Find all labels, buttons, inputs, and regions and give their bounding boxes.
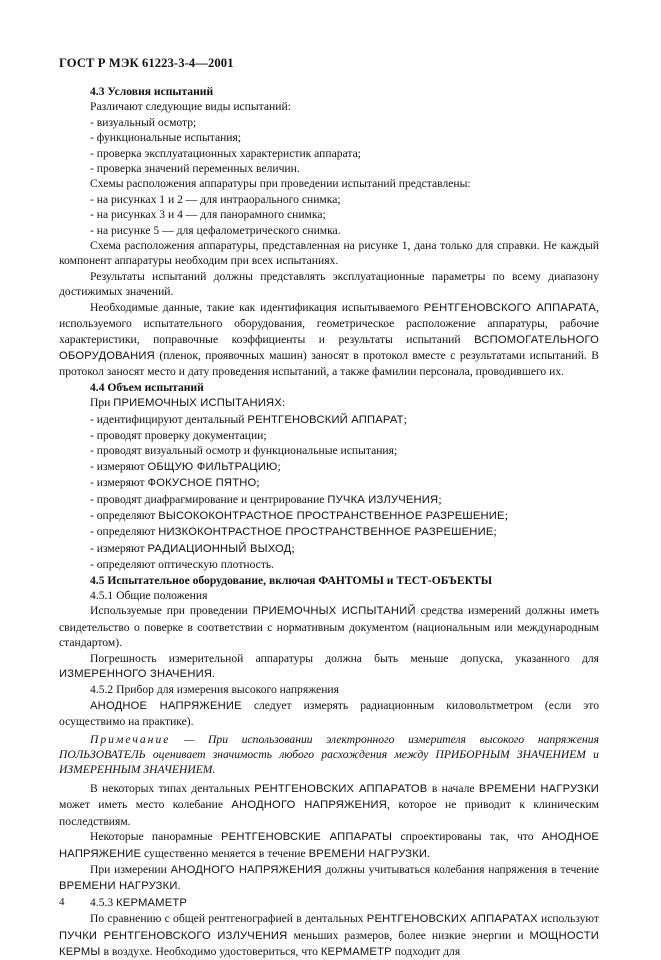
text: Необходимые данные, такие как идентификация испытываемого — [90, 300, 419, 314]
text: ; — [256, 476, 260, 490]
text: спроектированы так, что — [400, 830, 534, 844]
list-item — [59, 428, 599, 443]
term: ВРЕМЕНИ НАГРУЗКИ — [478, 782, 599, 795]
text: В некоторых типах дентальных — [90, 781, 250, 795]
text: - измеряют — [90, 459, 145, 473]
text: Погрешность измерительной аппаратуры должна быть меньше допуска, указанного для — [90, 651, 599, 665]
list-item: - проверка эксплуатационных характеристик аппарата; — [90, 146, 361, 160]
schemes-intro: Схемы расположения аппаратуры при проведении испытаний представлены: — [90, 177, 471, 191]
term: РЕНТГЕНОВСКИЙ АППАРАТ — [247, 413, 404, 426]
paragraph — [59, 300, 599, 380]
document-header: ГОСТ Р МЭК 61223-3-4—2001 — [59, 56, 234, 70]
text: ; — [493, 525, 497, 539]
text: ; — [291, 541, 295, 555]
text: . — [212, 763, 216, 777]
text: . — [212, 667, 216, 681]
paragraph: Схема расположения аппаратуры, представленная на рисунке 1, дана только для справки. Не каждый компонент аппаратуры необходим при всех испытаниях. — [59, 239, 599, 268]
text: 4.5.3 — [90, 895, 114, 909]
text: Используемые при проведении — [90, 604, 248, 618]
list-item: - визуальный осмотр; — [90, 115, 197, 129]
section-4-5-heading: 4.5 Испытательное оборудование, включая ФАНТОМЫ и ТЕСТ-ОБЪЕКТЫ — [90, 573, 493, 587]
text: должны учитываться колебания напряжения в течение — [325, 862, 600, 876]
text: оценивает значимость любого расхождения между — [152, 748, 429, 762]
page-body — [59, 84, 599, 960]
note-label: Примечание — [90, 732, 171, 746]
list-item: - проверка значений переменных величин. — [90, 162, 300, 176]
text: ; — [277, 459, 281, 473]
term: ПРИЕМОЧНЫХ ИСПЫТАНИЯХ — [113, 397, 282, 410]
text: в воздухе. Необходимо удостовериться, что — [103, 944, 318, 958]
text: используют — [541, 912, 599, 926]
text: - проводят диафрагмирование и центрирование — [90, 492, 325, 506]
paragraph — [59, 862, 599, 895]
list-item — [59, 524, 599, 540]
term: НИЗКОКОНТРАСТНОЕ ПРОСТРАНСТВЕННОЕ РАЗРЕШЕНИЕ — [158, 526, 494, 539]
paragraph — [59, 781, 599, 829]
list-item: - на рисунках 3 и 4 — для панорамного снимка; — [90, 208, 326, 222]
list-item — [59, 508, 599, 524]
term: РЕНТГЕНОВСКИХ АППАРАТОВ — [254, 782, 428, 795]
list-item — [59, 443, 599, 458]
text: (пленок, проявочных машин) заносят в протокол вместе с результатами испытаний. В протокол заносят место и дату проведения испытаний, а также фамилии персонала, проводившего их. — [59, 348, 599, 379]
paragraph — [59, 829, 599, 862]
page-number: 4 — [59, 896, 65, 908]
text: . — [427, 846, 431, 860]
term: ВРЕМЕНИ НАГРУЗКИ — [308, 847, 428, 860]
list-item: - на рисунке 5 — для цефалометрического снимка. — [90, 223, 341, 237]
text: ; — [438, 492, 442, 506]
list-item: - функциональные испытания; — [90, 131, 242, 145]
term: ВРЕМЕНИ НАГРУЗКИ — [59, 880, 178, 893]
term: МОЩНОСТИ КЕРМЫ — [59, 929, 599, 958]
text: следует измерять радиационным киловольтметром (если это осуществимо на практике). — [59, 698, 599, 729]
list-item — [59, 492, 599, 508]
term: ПРИБОРНЫМ ЗНАЧЕНИЕМ — [435, 748, 586, 762]
text: - определяют — [90, 508, 156, 522]
text: При — [90, 396, 111, 410]
section-4-5-1-heading: 4.5.1 Общие положения — [90, 589, 208, 602]
text: ; — [504, 508, 508, 522]
text: — При использовании электронного измерителя высокого напряжения — [184, 732, 599, 746]
text: : — [281, 396, 286, 410]
term: ФОКУСНОЕ ПЯТНО — [147, 477, 257, 490]
section-4-5-2-heading: 4.5.2 Прибор для измерения высокого напряжения — [90, 683, 339, 697]
paragraph: Результаты испытаний должны представлять эксплуатационные параметры по всему диапазону достижимых значений. — [59, 269, 599, 299]
term: КЕРМАМЕТР — [320, 945, 392, 958]
section-4-4-heading: 4.4 Объем испытаний — [90, 380, 204, 394]
list-item: - на рисунках 1 и 2 — для интраорального снимка; — [90, 192, 341, 206]
term: АНОДНОГО НАПРЯЖЕНИЯ — [170, 863, 322, 876]
text: может иметь место колебание — [59, 798, 223, 812]
term: ИЗМЕРЕННОГО ЗНАЧЕНИЯ — [59, 668, 213, 681]
term: ВЫСОКОКОНТРАСТНОЕ ПРОСТРАНСТВЕННОЕ РАЗРЕШЕНИЕ — [158, 509, 505, 522]
term: РЕНТГЕНОВСКИХ АППАРАТАХ — [366, 913, 538, 926]
list-item — [59, 541, 599, 557]
term: АНОДНОЕ НАПРЯЖЕНИЕ — [59, 831, 600, 860]
text: ; — [403, 412, 407, 426]
text: - измеряют — [90, 476, 145, 490]
section-4-4-intro — [59, 395, 599, 411]
text: - идентифицируют дентальный — [90, 412, 245, 426]
text: в начале — [431, 781, 475, 795]
term: АНОДНОГО НАПРЯЖЕНИЯ — [231, 799, 388, 812]
text: - измеряют — [90, 541, 145, 555]
list-item — [59, 459, 599, 475]
paragraph — [59, 698, 599, 730]
text: - проводят визуальный осмотр и функциональные испытания; — [90, 444, 398, 458]
term: АНОДНОЕ НАПРЯЖЕНИЕ — [90, 699, 242, 712]
paragraph — [59, 603, 599, 650]
text: При измерении — [90, 862, 167, 876]
text: - определяют оптическую плотность. — [90, 558, 275, 572]
list-item — [59, 557, 599, 572]
list-item — [59, 412, 599, 428]
term: ПРИЕМОЧНЫХ ИСПЫТАНИЙ — [252, 605, 416, 618]
text: - проводят проверку документации; — [90, 428, 267, 442]
term: РЕНТГЕНОВСКИЕ АППАРАТЫ — [221, 831, 393, 844]
term: ИЗМЕРЕННЫМ ЗНАЧЕНИЕМ — [59, 763, 213, 777]
text: подходит для — [394, 944, 461, 958]
term: РАДИАЦИОННЫЙ ВЫХОД — [147, 542, 292, 555]
section-4-5-3-heading — [59, 895, 599, 911]
text: и — [593, 748, 599, 762]
text: меньших размеров, более низкие энергии и — [293, 928, 524, 942]
text: существенно меняется в течение — [144, 846, 306, 860]
text: . — [177, 879, 181, 893]
text: По сравнению с общей рентгенографией в дентальных — [90, 912, 364, 926]
term: ПУЧКА ИЗЛУЧЕНИЯ — [327, 493, 439, 506]
term: ВСПОМОГАТЕЛЬНОГО ОБОРУДОВАНИЯ — [59, 333, 599, 362]
term: ПУЧКИ РЕНТГЕНОВСКОГО ИЗЛУЧЕНИЯ — [59, 929, 288, 942]
term: РЕНТГЕНОВСКОГО АППАРАТА — [423, 301, 597, 314]
text: средства измерений должны иметь свидетельство о поверке в соответствии с нормативным документом (национальным или международным стандартом). — [59, 604, 599, 650]
text: , которое не приводит к клиническим последствиям. — [59, 798, 600, 828]
section-4-3-intro: Различают следующие виды испытаний: — [90, 100, 291, 114]
paragraph — [59, 651, 599, 683]
text: , используемого испытательного оборудования, геометрическое расположение аппаратуры, рабочие характеристики, поправочные коэффициенты и результаты испытаний — [59, 300, 599, 346]
text: - определяют — [90, 525, 156, 539]
section-4-3-heading: 4.3 Условия испытаний — [90, 85, 214, 98]
note — [59, 732, 599, 778]
list-item — [59, 475, 599, 491]
text: Некоторые панорамные — [90, 830, 213, 844]
term: КЕРМАМЕТР — [116, 896, 188, 909]
term: ОБЩУЮ ФИЛЬТРАЦИЮ — [147, 460, 278, 473]
term: ПОЛЬЗОВАТЕЛЬ — [59, 748, 146, 762]
